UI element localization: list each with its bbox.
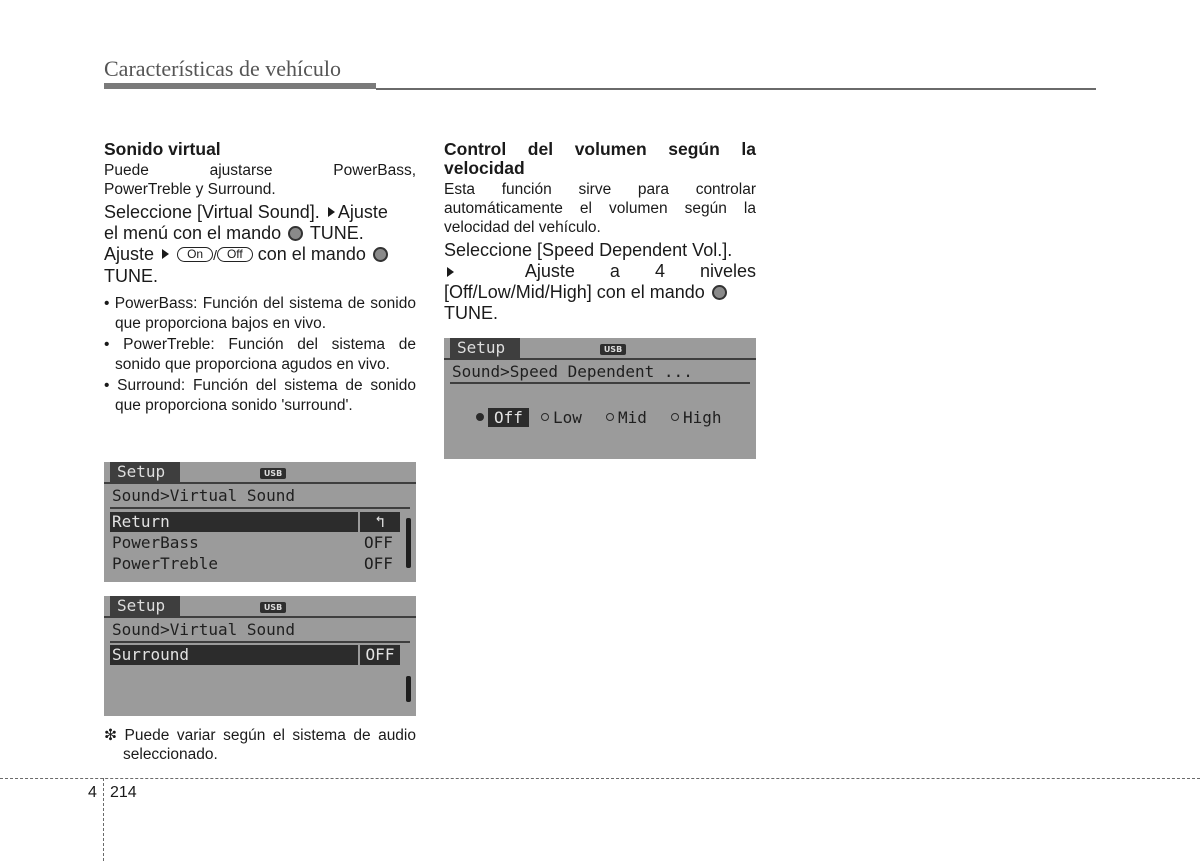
- left-column: [104, 140, 416, 415]
- mid-instr-adjust: Ajuste a 4 niveles: [524, 261, 756, 281]
- arrow-right-icon: [447, 267, 454, 277]
- setup-screen-surround: [104, 596, 416, 716]
- option-high: [671, 408, 722, 428]
- instr-with-knob: con el mando: [257, 244, 366, 264]
- middle-column: [444, 140, 756, 324]
- screen-divider: [104, 482, 416, 484]
- option-high-label: High: [683, 408, 722, 427]
- screen-path: Sound>Virtual Sound: [112, 486, 296, 505]
- intro-line-2: PowerTreble y Surround.: [104, 181, 276, 198]
- mid-instruction-block: [444, 240, 756, 324]
- screen-path: Sound>Speed Dependent ...: [452, 362, 693, 381]
- screen-underline: [110, 641, 410, 643]
- chapter-number: 4: [88, 784, 97, 801]
- option-low-label: Low: [553, 408, 582, 427]
- option-off-label: Off: [488, 408, 529, 427]
- screen-tab-setup: Setup: [110, 596, 180, 616]
- screen-divider: [444, 358, 756, 360]
- mid-instr-adjust-row: [444, 261, 756, 282]
- powertreble-value: OFF: [364, 554, 393, 573]
- on-button-label: On: [177, 247, 213, 262]
- radio-icon: [606, 413, 614, 421]
- screen-tab-setup: Setup: [450, 338, 520, 358]
- section-heading-virtual-sound: Sonido virtual: [104, 139, 221, 159]
- screen-tab-setup: Setup: [110, 462, 180, 482]
- instr-select-menu: Seleccione [Virtual Sound].: [104, 202, 320, 222]
- instr-tune-2: TUNE.: [104, 266, 158, 286]
- heading-line-2: velocidad: [444, 158, 525, 178]
- slash-separator: /: [213, 247, 217, 263]
- radio-icon: [671, 413, 679, 421]
- arrow-right-icon: [328, 207, 335, 217]
- scrollbar: [406, 518, 411, 568]
- tune-knob-icon: [288, 226, 303, 241]
- powerbass-value: OFF: [364, 533, 393, 552]
- setup-screen-speed-dependent: [444, 338, 756, 459]
- footnote: ❇ Puede variar según el sistema de audio seleccionado.: [104, 727, 416, 763]
- footer-rule: [0, 778, 1200, 779]
- mid-intro-line-2: automáticamente el volumen según la: [444, 200, 756, 217]
- arrow-right-icon: [162, 249, 169, 259]
- bullet-surround: • Surround: Función del sistema de sonido que proporciona sonido 'surround'.: [104, 377, 416, 414]
- scrollbar: [406, 676, 411, 702]
- return-icon: ↰: [360, 512, 400, 532]
- off-button-label: Off: [217, 247, 253, 262]
- usb-icon: USB: [600, 344, 626, 355]
- usb-icon: USB: [260, 468, 286, 479]
- mid-instr-select: Seleccione [Speed Dependent Vol.].: [444, 240, 733, 260]
- intro-line-1: Puede ajustarse PowerBass,: [104, 162, 416, 179]
- page-number: 214: [110, 784, 137, 801]
- screen-path: Sound>Virtual Sound: [112, 620, 296, 639]
- tune-knob-icon: [373, 247, 388, 262]
- page-header-title: Características de vehículo: [104, 56, 342, 81]
- header-rule-thick: [104, 83, 376, 89]
- mid-intro-line-1: Esta función sirve para controlar: [444, 181, 756, 198]
- bullet-powerbass: • PowerBass: Función del sistema de sonido que proporciona bajos en vivo.: [104, 295, 416, 332]
- option-mid: [606, 408, 647, 428]
- heading-line-1: Control del volumen según la: [444, 139, 756, 159]
- instr-tune: TUNE.: [309, 223, 364, 243]
- radio-selected-icon: [476, 413, 484, 421]
- mid-instr-tune: TUNE.: [444, 303, 498, 323]
- surround-value: OFF: [360, 645, 400, 665]
- instruction-block: [104, 202, 416, 287]
- instr-adjust-2: Ajuste: [104, 244, 155, 264]
- tune-knob-icon: [712, 285, 727, 300]
- mid-instr-levels: [Off/Low/Mid/High] con el mando: [444, 282, 705, 302]
- option-mid-label: Mid: [618, 408, 647, 427]
- screen-divider: [104, 616, 416, 618]
- bullet-powertreble: • PowerTreble: Función del sistema de sonido que proporciona agudos en vivo.: [104, 336, 416, 373]
- screen-underline: [450, 382, 750, 384]
- header-rule-thin: [376, 88, 1096, 90]
- mid-instr-levels-row: [444, 282, 756, 303]
- instr-adjust: Ajuste: [337, 202, 388, 222]
- menu-row-powerbass: PowerBass: [112, 533, 199, 552]
- menu-row-powertreble: PowerTreble: [112, 554, 218, 573]
- instr-menu-knob: el menú con el mando: [104, 223, 282, 243]
- mid-intro-line-3: velocidad del vehículo.: [444, 219, 601, 236]
- radio-icon: [541, 413, 549, 421]
- menu-row-surround: Surround: [110, 645, 358, 665]
- footnote-block: [104, 726, 416, 764]
- setup-screen-virtual-sound: [104, 462, 416, 582]
- usb-icon: USB: [260, 602, 286, 613]
- section-heading-speed-volume: [444, 140, 756, 178]
- option-off: [476, 408, 529, 428]
- option-low: [541, 408, 582, 428]
- menu-row-return: Return: [110, 512, 358, 532]
- footer-vertical-rule: [103, 778, 104, 861]
- screen-underline: [110, 507, 410, 509]
